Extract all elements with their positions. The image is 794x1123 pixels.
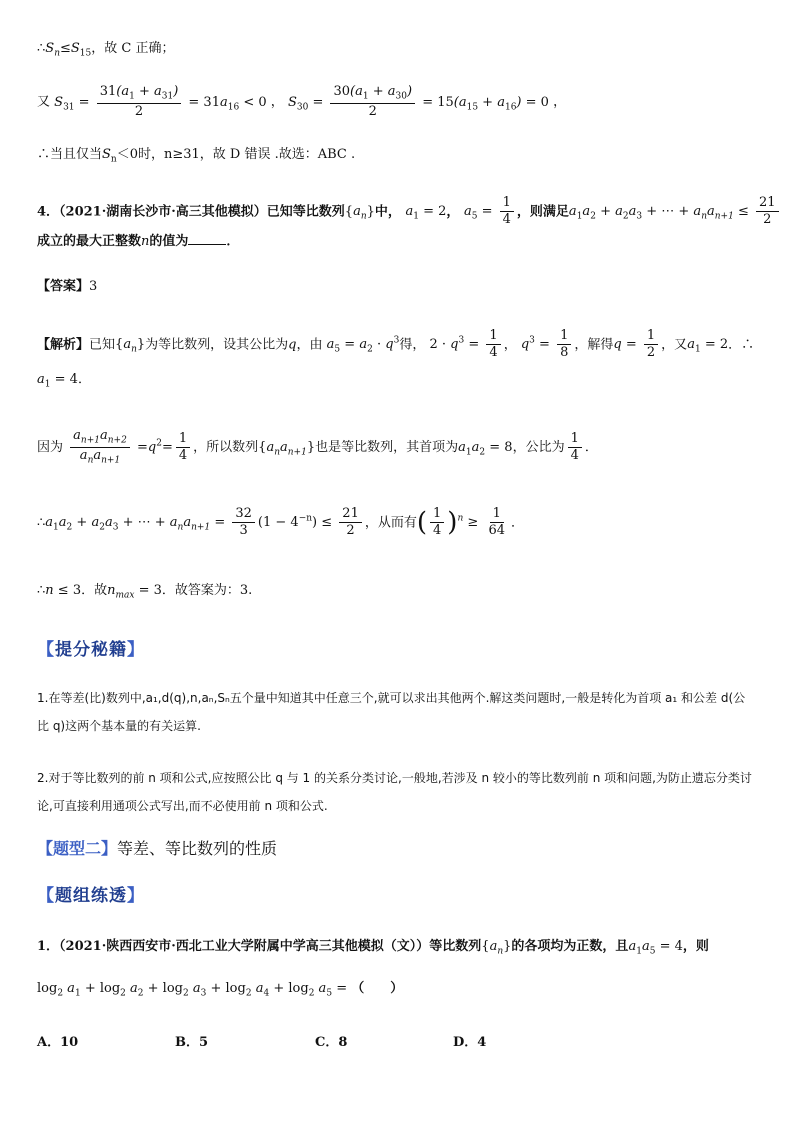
analysis-line-2: 因为 $\frac{a_{n+1}a_{n+2}}{a_na_{n+1}}$ $=q^2=$ $\frac{1}{4}$ ，所以数列$\{a_na_{n+1}\}$也是等比数列，其首项为$a_1a_2 = 8$，公比为 $\frac{1}{4}$ ． xyxy=(37,428,598,466)
answer-line xyxy=(37,278,764,297)
solution-line-2: 又 $S_{31}$ = $\frac{31(a_1 + a_{31})}{2}$ = $31a_{16} < 0$ ， $S_{30}$ = $\frac{30(a_1 + a_{30})}{2}$ = $15(a_{15} + a_{16}) = 0$ ， xyxy=(37,84,567,119)
type-2-heading: 【题型二】等差、等比数列的性质 xyxy=(37,839,278,858)
question-4-stem: 4．（2021·湖南长沙市·高三其他模拟）已知等比数列$\{a_n\}$中， $a_1 = 2$， $a_5$ = $\frac{1}{4}$ ，则满足$a_1a_2 + a_2a_3$ + ⋯ + $a_na_{n+1}$ ≤ $\frac{21}{2}$ xyxy=(37,195,764,229)
answer-value: 3 xyxy=(89,279,98,294)
therefore-symbol: ∴ xyxy=(37,41,46,56)
tips-item-1: 1.在等差(比)数列中,a₁,d(q),n,aₙ,Sₙ五个量中知道其中任意三个,就可以求出其他两个.解这类问题时,一般是转化为首项 a₁ 和公差 d(公比 q)这两个基本量的有关运算. xyxy=(37,691,746,733)
practice-heading: 【题组练透】 xyxy=(37,886,145,906)
answer-label: 【答案】 xyxy=(37,279,90,294)
question-1-formula: $\log_2 a_1 + \log_2 a_2 + \log_2 a_3 + \log_2 a_4 + \log_2 a_5$ = （ ） xyxy=(37,981,404,999)
formula-s30: $S_{30}$ = $\frac{30(a_1 + a_{30})}{2}$ = $15(a_{15} + a_{16}) = 0$ xyxy=(287,84,549,119)
option-a[interactable]: A．10 xyxy=(37,1035,79,1050)
solution-line-1: $\therefore S_n\le S_{15}$，故 C 正确； xyxy=(37,41,175,59)
question-source: （2021·陕西西安市·西北工业大学附属中学高三其他模拟（文）） xyxy=(59,939,430,954)
analysis-line-3: $\therefore a_1a_2 + a_2a_3$ + ⋯ + $a_na_{n+1}$ = $\frac{32}{3}$ $(1 - 4^{-n})$ ≤ $\frac{21}{2}$ ，从而有( $\frac{1}{4}$ )$^n$ ≥ $\frac{1}{64}$ ． xyxy=(37,506,524,539)
analysis-line-4: ∴n ≤ 3．故$n_{max} = 3$．故答案为：3. xyxy=(37,583,253,601)
answer-blank xyxy=(188,232,226,245)
question-1-stem: 1．（2021·陕西西安市·西北工业大学附属中学高三其他模拟（文））等比数列$\{a_n\}$的各项均为正数，且$a_1a_5 = 4$，则 xyxy=(37,939,709,957)
analysis-line-1b: $a_1 = 4$． xyxy=(37,372,91,390)
question-source: （2021·湖南长沙市·高三其他模拟） xyxy=(59,204,267,220)
formula-s31: $S_{31}$ = $\frac{31(a_1 + a_{31})}{2}$ = $31a_{16} < 0$ xyxy=(54,84,267,119)
solution-line-3: ∴当且仅当$S_n<0$时，n≥31，故 D 错误 .故选：ABC . xyxy=(37,147,356,165)
analysis-line-1: 【解析】已知$\{a_n\}$为等比数列，设其公比为q，由 $a_5 = a_2 \cdot q^3$得， $2 \cdot q^3$ = $\frac{1}{4}$ ， $q^3$ = $\frac{1}{8}$ ，解得q = $\frac{1}{2}$ ，又$a_1 = 2$．∴ xyxy=(37,328,755,361)
tips-heading: 【提分秘籍】 xyxy=(37,640,145,660)
question-4-stem-2: 成立的最大正整数n的值为 ． xyxy=(37,234,240,249)
option-c[interactable]: C．8 xyxy=(315,1035,348,1050)
tips-item-2: 2.对于等比数列的前 n 项和公式,应按照公比 q 与 1 的关系分类讨论,一般地,若涉及 n 较小的等比数列前 n 项和问题,为防止遗忘分类讨论,可直接利用通项公式写出,而不必使用前 n 项和公式. xyxy=(37,771,752,813)
option-b[interactable]: B．5 xyxy=(175,1035,209,1050)
option-d[interactable]: D．4 xyxy=(453,1035,487,1050)
analysis-label: 【解析】 xyxy=(37,337,90,353)
